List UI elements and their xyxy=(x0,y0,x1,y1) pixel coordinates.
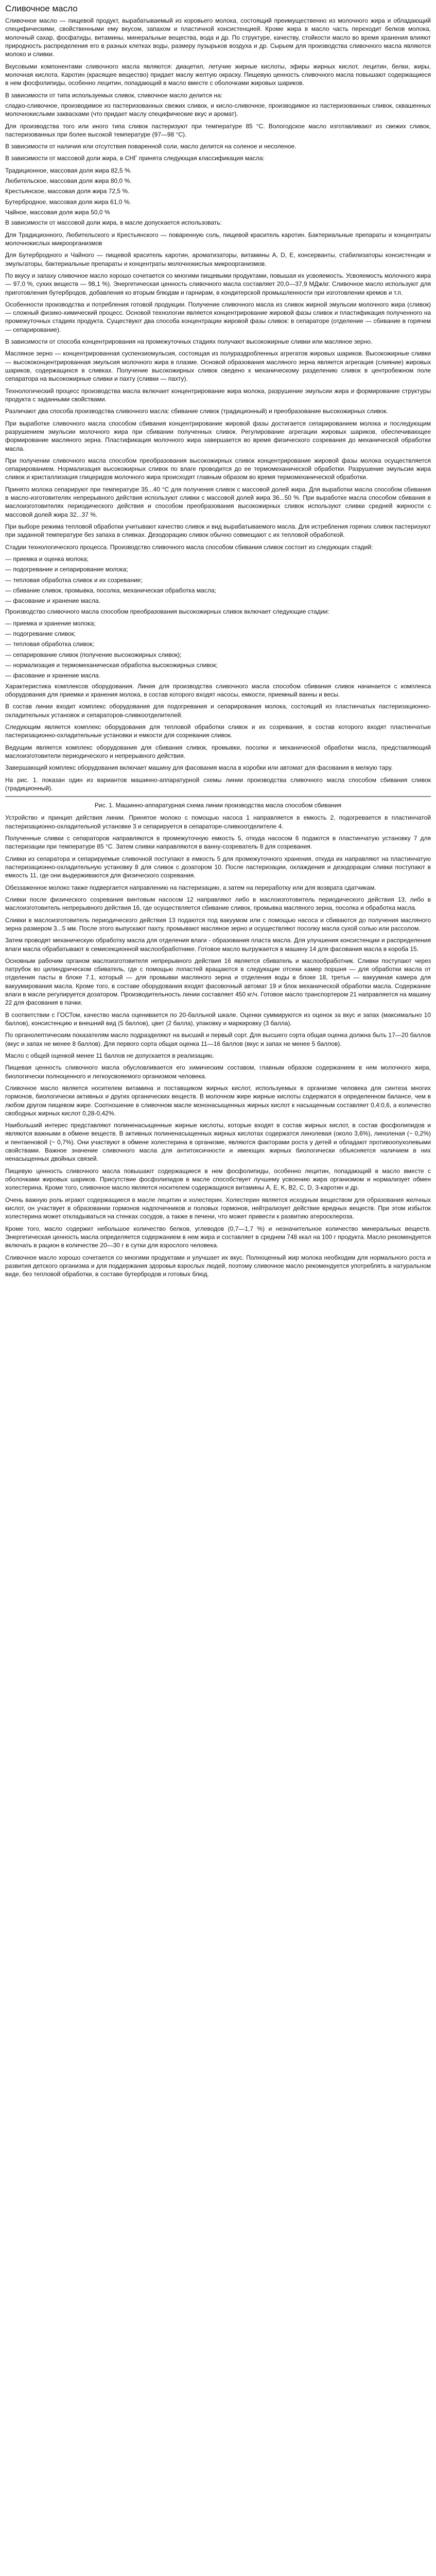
paragraph: Принято молока сепарируют при температуре 35...40 °С для получения сливок с массовой долей жира. Для выработки масла способом сбивания в масло-изготовителях непрерывного действия используют сливки с массовой долей жира 36...50 %. При выработке масла способом сбивания в маслоизготовителях периодического действия и способом преобразования высокожирных сливок используют сливки средней жирности с массовой долей жира 32...37 %. xyxy=(5,485,431,518)
paragraph: Следующим является комплекс оборудования для тепловой обработки сливок и их созревания, в состав которого входят пластинчатые пастеризационно-охладительные установки и емкости для созревания сливок. xyxy=(5,723,431,739)
paragraph: В состав линии входит комплекс оборудования для подогревания и сепарирования молока, состоящий из пластинчатых пастеризационно-охладительных установок и сепараторов-сливкоотделителей. xyxy=(5,703,431,719)
paragraph: Сливки в маслоизготовитель периодического действия 13 подаются под вакуумом или с помощью насоса и сбиваются до получения масляного зерна размером 3...5 мм. После этого выпускают пахту, промывают масляное зерно и осуществляют посолку масла сухой солью или рассолом. xyxy=(5,916,431,932)
paragraph: По вкусу и запаху сливочное масло хорошо сочетается со многими пищевыми продуктами, повышая их усвояемость. Усвояемость молочного жира — 97,0 %, сухих веществ — 98,1 %). Энергетическая ценность сливочного масла составляет 20,0—37,9 МДж/кг. Сливочное масло используют для приготовления бутербродов, добавления ко вторым блюдам и гарнирам, в кондитерской промышленности при изготовлении кремов и т.п. xyxy=(5,272,431,296)
paragraph: Производство сливочного масла способом преобразования высокожирных сливок включает следующие стадии: xyxy=(5,607,329,615)
paragraph: Технологический процесс производства масла включает концентрирование жира молока, разрушение эмульсии жира и формирование структуры продукта с заданными свойствами. xyxy=(5,387,431,403)
paragraph: По органолептическим показателям масло подразделяют на высший и первый сорт. Для высшего сорта общая оценка должна быть 17—20 баллов (вкус и запах не менее 8 баллов). Для первого сорта общая оценка 11—16 баллов (вкус и запах не менее 5 баллов). xyxy=(5,1031,431,1047)
list-item: Любительское, массовая доля жира 80,0 %. xyxy=(5,177,132,185)
paragraph: При получении сливочного масла способом преобразования высокожирных сливок концентрирование жировой фазы молока осуществляется сепарированием. Нормализация высокожирных сливок по влаге проводится до ее термомеханической обработки. Разрушение эмульсии жира сливок и кристаллизация глицеридов молочного жира происходят главным образом во время термомеханической обработки. xyxy=(5,456,431,481)
paragraph: В зависимости от типа используемых сливок, сливочное масло делится на: xyxy=(5,91,223,99)
paragraph: Для Бутербродного и Чайного — пищевой краситель каротин, ароматизаторы, витамины A, D, E, консерванты, стабилизаторы консистенции и эмульгаторы, бактериальные препараты и концентраты молочнокислых микроорганизмов. xyxy=(5,251,431,267)
paragraph: Сливки из сепаратора и сепарируемые сливочной поступают в емкость 5 для промежуточного хранения, откуда их направляют на пластинчатую пастеризационно-охладительную установку 8 для сливок с дозатором 10. После пастеризации, охлаждения и дезодорации сливки поступают в емкость 11, где они выдерживаются для физического созревания. xyxy=(5,855,431,879)
list-item: — подогревание и сепарирование молока; xyxy=(5,566,128,573)
paragraph: Для Традиционного, Любительского и Крестьянского — поваренную соль, пищевой краситель каротин. Бактериальные препараты и концентраты молочнокислых микроорганизмов xyxy=(5,231,431,247)
paragraph: Вкусовыми компонентами сливочного масла являются: диацетил, летучие жирные кислоты, эфиры жирных кислот, лецитин, белки, жиры, молочная кислота. Каротин (красящее вещество) придает маслу желтую окраску. Пищевую ценность сливочного масла повышают содержащиеся в нем фосфолипиды, особенно лецитин, попадающий в масло вместе с оболочками жировых шариков. xyxy=(5,62,431,87)
paragraph: Полученные сливки с сепараторов направляются в промежуточную емкость 5, откуда насосом 6 подаются в пластинчатую установку 7 для пастеризации при температуре 85 °С. Затем сливки направляются в ванну-созреватель 8 для созревания. xyxy=(5,835,431,851)
paragraph: Основным рабочим органом маслоизготовителя непрерывного действия 16 является сбиватель и маслообработник. Сливки поступают через патрубок во цилиндрическом сбиватель, где с помощью лопастей вращаются в следующие отсеки камер поршня — для обработки масла от отделения пасты в блоке 7.1, который — для промывки масляного зерна и отделения воды в блоке 18, третья — вакуумная камера для вакуумирования масла. Кроме того, в составе оборудования входят фасовочный автомат 19 и блок механической обработки масла. Содержание влаги в масле регулируется дозатором. Производительность линии составляет 450 кг/ч. Готовое масло транспортером 21 направляется на машину 22 для фасования в пачки. xyxy=(5,957,431,1007)
list-item: — фасование и хранение масла. xyxy=(5,597,100,605)
paragraph: В соответствии с ГОСТом, качество масла оценивается по 20-балльной шкале. Оценки суммируются из оценок за вкус и запах (максимально 10 баллов), консистенцию и внешний вид (5 баллов), цвет (2 балла), упаковку и маркировку (3 балла). xyxy=(5,1011,431,1027)
list-item: — фасование и хранение масла. xyxy=(5,672,100,680)
paragraph: На рис. 1. показан один из вариантов машинно-аппаратурной схемы линии производства сливочного масла способом сбивания сливок (традиционный). xyxy=(5,776,431,792)
paragraph: Устройство и принцип действия линии. Принятое молоко с помощью насоса 1 направляется в емкость 2, подогревается в пластинчатой пастеризационно-охладительной установке 3 и сепарируется в сепараторе-сливкоотделителе 4. xyxy=(5,814,431,830)
paragraph: Различают два способа производства сливочного масла: сбивание сливок (традиционный) и преобразование высокожирных сливок. xyxy=(5,408,388,415)
list-item: Традиционное, массовая доля жира 82,5 %. xyxy=(5,166,132,174)
paragraph: Очень важную роль играют содержащиеся в масле лецитин и холестерин. Холестерин является исходным веществом для образования желчных кислот, он участвует в образовании гормонов надпочечников и половых гормонов, нейтрализует действие вредных веществ. При этом избыток холестерина может откладываться на стенках сосудов, а также в печени, что может привести к развитию атеросклероза. xyxy=(5,1196,431,1221)
list-item: — приемка и оценка молока; xyxy=(5,555,89,563)
paragraph: Обеззаженное молоко также подвергается направлению на пастеризацию, а затем на переработку или для возврата сдатчикам. xyxy=(5,884,376,891)
paragraph: Наибольший интерес представляют полиненасыщенные жирные кислоты, которые входят в состав жирных кислот, в состав фосфолипидов и являются важными в обмене веществ. В активных полиненасыщенных жирных кислотах содержатся линолевая (около 3,6%), линоленая (~ 0,2%) и пентаеновой (~ 0,7%). Они участвуют в обмене холестерина в организме, являются факторами роста у детей и обладают противоопухолевыми свойствами. Важное значение сливочного масла для антитоксичности и имеющих жирных биологически объясняется наличием в них ненасыщенных двойных связей. xyxy=(5,1122,431,1163)
paragraph: сладко-сливочное, производимое из пастеризованных свежих сливок, и кисло-сливочное, производимое из пастеризованных сливок, сквашенных молочнокислыми заквасками (что придает маслу специфические вкус и аромат). xyxy=(5,101,431,118)
paragraph: Масло с общей оценкой менее 11 баллов не допускается в реализацию. xyxy=(5,1052,214,1059)
page-title: Сливочное масло xyxy=(5,4,78,13)
paragraph: Завершающий комплекс оборудования включает машину для фасования масла в коробки или автомат для фасования в мелкую тару. xyxy=(5,764,393,772)
paragraph: Стадии технологического процесса. Производство сливочного масла способом сбивания сливок состоит из следующих стадий: xyxy=(5,543,373,551)
list-item: — сбивание сливок, промывка, посолка, механическая обработка масла; xyxy=(5,586,216,594)
paragraph: При выборе режима тепловой обработки учитывают качество сливок и вид вырабатываемого масла. Для истребления горячих сливок пастеризуют при заданной температуре без запаха в сливках. Дезодорацию сливок обычно совмещают с их тепловой обработкой. xyxy=(5,523,431,539)
list-item: Бутербродное, массовая доля жира 61,0 %. xyxy=(5,198,131,206)
paragraph: Сливочное масло хорошо сочетается со многими продуктами и улучшает их вкус. Полноценный жир молока необходим для нормального роста и развития детского организма и для поддержания здоровья взрослых людей, поэтому сливочное масло рекомендуется употреблять в натуральном виде, без тепловой обработки, в составе бутербродов и готовых блюд. xyxy=(5,1253,431,1278)
list-item: — нормализация и термомеханическая обработка высокожирных сливок; xyxy=(5,662,218,669)
figure-caption: Рис. 1. Машинно-аппаратурная схема линии производства масла способом сбивания xyxy=(94,802,342,809)
paragraph: Сливочное масло — пищевой продукт, вырабатываемый из коровьего молока, состоящий преимущественно из молочного жира и обладающий специфическими, свойственными ему вкусом, запахом и пластичной консистенцией. Кроме жира в масло часть переходит белков молока, молочный сахар, фосфатиды, витамины, минеральные вещества, вода и др. По структуре, качеству, стойкости масло во время хранения влияют природность распределения его в разных клетках воды, размеру пузырьков воздуха и др. Сырьем для производства сливочного масла являются молоко и сливки. xyxy=(5,17,431,58)
paragraph: Для производства того или иного типа сливок пастеризуют при температуре 85 °С. Вологодское масло изготавливают из свежих сливок, пастеризованных при более высокой температуре (97—98 °С). xyxy=(5,122,431,138)
paragraph: Затем проводят механическую обработку масла для отделения влаги - образования пласта масла. Для улучшения консистенции и распределения влаги масла обрабатывают в семисекционной маслообработнике. Готовое масло выгружается в машину 14 для фасования масла в короба 15. xyxy=(5,937,431,953)
paragraph: Кроме того, масло содержит небольшое количество белков, углеводов (0,7—1,7 %) и незначительное количество минеральных веществ. Энергетическая ценность масла определяется содержанием в нем жира и составляет в среднем 748 ккал на 100 г продукта. Масло рекомендуется включать в рацион в количестве 20—30 г в сутки для взрослого человека. xyxy=(5,1225,431,1249)
paragraph: Масляное зерно — концентрированная суспензиoмульсия, состоящая из полураздробленных агрегатов жировых шариков. Высокожирные сливки — высококонцентрированная эмульсия молочного жира в плазме. Основой образования масляного зерна является агрегация (слияние) жировых шариков, содержащихся в сливках. Получение высокожирных сливок сведено к механическому разделению сливок в центробежном поле сепаратора на высокожирные сливки и пахту (сливки — пахту). xyxy=(5,350,431,383)
paragraph: В зависимости от массовой доли жира, в масле допускается использовать: xyxy=(5,219,222,227)
paragraph: В зависимости от способа концентрирования на промежуточных стадиях получают высокожирные сливки или масляное зерно. xyxy=(5,338,373,346)
paragraph: Сливочное масло является носителем витамина и поставщиком жирных кислот, используемых в организме человека для синтеза многих гормонов, биологически активных и других органических веществ. В молочном жире жирные кислоты содержатся в определенном балансе, чем в любом другом пищевом жире. Соотношение в сливочном масле мононасыщенных жирных кислот к насыщенным составляет 0,4:0,6, а количество свободных жирных кислот 0,28-0,42%. xyxy=(5,1084,431,1117)
paragraph: Характеристика комплексов оборудования. Линия для производства сливочного масла способом сбивания сливок начинается с комплекса оборудования для приемки и хранения молока, в состав которого входят насосы, емкости, приемный ванны и весы. xyxy=(5,682,431,699)
list-item: — тепловая обработка сливок и их созревание; xyxy=(5,576,143,584)
paragraph: Ведущим является комплекс оборудования для сбивания сливок, промывки, посолки и механической обработки масла, представляющий маслоизготовители периодического и непрерывного действия. xyxy=(5,743,431,759)
list-item: — подогревание сливок; xyxy=(5,630,76,638)
paragraph: Пищевую ценность сливочного масла повышают содержащиеся в нем фосфолипиды, особенно лецитин, попадающий в масло вместе с оболочками жировых шариков. Присутствие фосфолипидов в масле способствует лучшему усвоению жира организмом и нормализует обмен холестерина. Кроме того, сливочное масло является носителем содержащихся витамины A, E, K, B2, C, D, 3-каротин и др. xyxy=(5,1167,431,1192)
list-item: — сепарирование сливок (получение высокожирных сливок); xyxy=(5,651,182,658)
figure-rule xyxy=(5,796,431,797)
paragraph: При выработке сливочного масла способом сбивания концентрирование жировой фазы достигается сепарированием молока и последующим разрушением эмульсии молочного жира при сбивании полученных сливок. Регулирование агрегации жировых шариков, обеспечивающее формирование масляного зерна. Пластификация молочного жира завершается во время физического созревания до механической обработки масла. xyxy=(5,419,431,452)
paragraph: Сливки после физического созревания винтовым насосом 12 направляют либо в маслоизготовитель периодического действия 13, либо в маслоизготовитель непрерывного действия 16, где осуществляется сбивание сливок, промывка масляного зерна, посолка и обработка масла. xyxy=(5,895,431,912)
list-item: Крестьянское, массовая доля жира 72,5 %. xyxy=(5,188,130,195)
list-item: Чайное, массовая доля жира 50,0 % xyxy=(5,209,110,216)
list-item: — приемка и хранение молока; xyxy=(5,619,96,627)
paragraph: Особенности производства и потребления готовой продукции. Получение сливочного масла из сливок жирной эмульсии молочного жира (сливок) — сложный физико-химический процесс. Основой технологии является концентрирование жировой фазы сливок и пластификация полученного на промежуточных стадиях продукта. Существуют два способа концентрации жировой фазы сливок: в сепараторе (отделение — сбивание в горячем — сепарирование). xyxy=(5,300,431,333)
paragraph: Пищевая ценность сливочного масла обусловливается его химическим составом, главным образом содержанием в нем молочного жира, биологически полноценного и легкоусвояемого организмом человека. xyxy=(5,1064,431,1080)
paragraph: В зависимости от массовой доли жира, в СНГ принята следующая классификация масла: xyxy=(5,155,265,162)
list-item: — тепловая обработка сливок; xyxy=(5,640,94,648)
paragraph: В зависимости от наличия или отсутствия поваренной соли, масло делится на соленое и несоленое. xyxy=(5,143,297,150)
article xyxy=(0,0,436,1287)
